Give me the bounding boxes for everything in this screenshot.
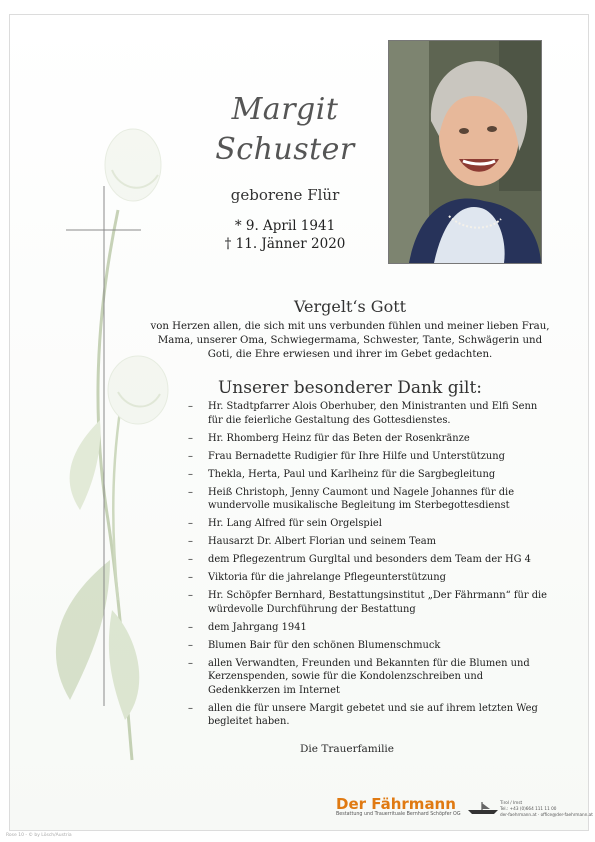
thanks-text: von Herzen allen, die sich mit uns verbunden fühlen und meiner lieben Frau, Mama, unserer Oma, Schwiegermama, Schwester, Tante, Schwägerin und Goti, die Ehre erwiesen und ihrer im Gebet gedachten. [150,321,550,360]
thanks-list-item [188,639,548,653]
list-dash: – [188,432,193,444]
thanks-list-text: Frau Bernadette Rudigier für Ihre Hilfe und Unterstützung [208,450,505,462]
list-dash: – [188,536,193,547]
thanks-list-item [188,571,548,585]
thanks-list-item [188,486,548,513]
contact-line-1: Tirol / Imst [500,800,523,805]
image-credit: Rose 10 - © by Lösch/Austria [6,833,72,838]
thanks-list-text: Hr. Rhomberg Heinz für das Beten der Rosenkränze [208,432,470,444]
thanks-list-text: Thekla, Herta, Paul und Karlheinz für die Sargbegleitung [208,468,496,480]
thanks-list-text: Blumen Bair für den schönen Blumenschmuck [208,639,441,651]
thanks-list-text: allen die für unsere Margit gebetet und sie auf ihrem letzten Weg begleitet haben. [208,702,538,727]
thanks-list-text: Viktoria für die jahrelange Pflegeunterstützung [208,572,446,583]
thanks-list-item [188,702,548,729]
thanks-list-text: dem Pflegezentrum Gurgltal und besonders dem Team der HG 4 [208,554,531,565]
death-date: † 11. Jänner 2020 [224,236,346,252]
thanks-list-item [188,621,548,635]
thanks-list-item [188,432,548,446]
rose-leaf-3 [70,420,101,510]
thanks-list-item [188,468,548,482]
thanks-list-item [188,517,548,531]
contact-line-2: Tel.: +43 (0)664 111 11 00 [500,806,557,811]
list-dash: – [188,486,193,498]
list-dash: – [188,590,193,601]
thanks-heading: Vergelt‘s Gott [293,297,407,316]
thanks-list-text: Heiß Christoph, Jenny Caumont und Nagele Johannes für die wundervolle musikalische Begleitung im Sterbegottesdienst [208,486,515,511]
thanks-list-item [188,535,548,549]
first-name: Margit [231,92,339,127]
list-dash: – [188,621,193,633]
list-dash: – [188,554,193,565]
list-dash: – [188,450,193,462]
birth-date: * 9. April 1941 [234,218,336,234]
rose-bud-top [105,129,161,201]
funeral-home-logo: Der Fährmann [336,795,456,813]
thanks-list-item [188,553,548,567]
contact-line-3: der-faehrmann.at · office@der-faehrmann.at [500,812,593,817]
rose-leaf-2 [109,610,139,720]
thanks-list-text: dem Jahrgang 1941 [208,621,307,633]
thanks-list-text: Hr. Stadtpfarrer Alois Oberhuber, den Ministranten und Elfi Senn für die feierliche Gestaltung des Gottesdienstes. [208,401,538,426]
thanks-list-item [188,589,548,616]
boat-icon [466,800,500,816]
portrait-photo [388,40,542,264]
last-name: Schuster [215,132,355,167]
list-dash: – [188,468,193,480]
list-dash: – [188,572,193,583]
thanks-list-item [188,657,548,698]
thanks-list [188,400,548,733]
maiden-name: geborene Flür [230,186,340,204]
thanks-list-text: Hr. Lang Alfred für sein Orgelspiel [208,518,382,529]
list-dash: – [188,518,193,529]
list-dash: – [188,401,193,412]
list-dash: – [188,657,193,669]
thanks-list-item [188,450,548,464]
thanks-list-text: Hr. Schöpfer Bernhard, Bestattungsinstitut „Der Fährmann“ für die würdevolle Durchführung der Bestattung [208,590,548,615]
list-dash: – [188,702,193,714]
thanks-list-text: Hausarzt Dr. Albert Florian und seinem Team [208,536,437,547]
special-thanks-heading: Unserer besonderer Dank gilt: [217,378,483,398]
signature: Die Trauerfamilie [300,743,394,755]
thanks-list-item [188,400,548,427]
funeral-home-subtitle: Bestattung und Trauerrituale Bernhard Schöpfer OG [336,812,461,817]
list-dash: – [188,639,193,651]
rose-leaf [56,560,110,700]
thanks-list-text: allen Verwandten, Freunden und Bekannten für die Blumen und Kerzenspenden, sowie für die Kondolenzschreiben und Gedenkkerzen im Internet [208,657,530,696]
